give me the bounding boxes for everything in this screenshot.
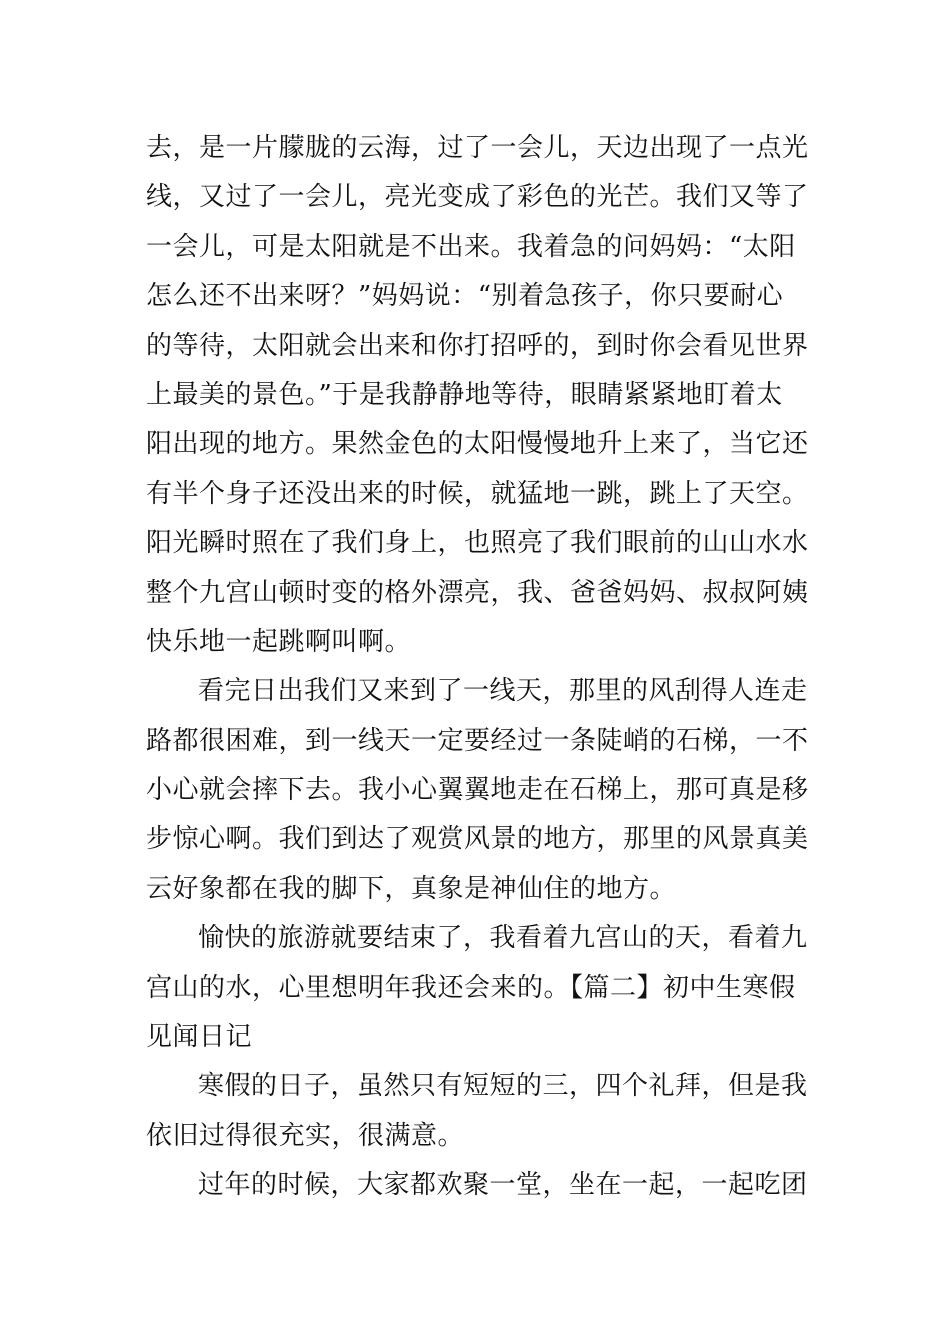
text-line: 快乐地一起跳啊叫啊。	[146, 626, 412, 657]
text-line: 见闻日记	[146, 1022, 253, 1053]
text-line: 整个九宫山顿时变的格外漂亮，我、爸爸妈妈、叔叔阿姨	[146, 577, 809, 608]
text-line: 云好象都在我的脚下，真象是神仙住的地方。	[146, 873, 677, 904]
text-line: 有半个身子还没出来的时候，就猛地一跳，跳上了天空。	[146, 478, 809, 509]
text-line: 上最美的景色。”于是我静静地等待，眼睛紧紧地盯着太	[146, 379, 783, 410]
text-line: 宫山的水，心里想明年我还会来的。【篇二】初中生寒假	[146, 972, 796, 1003]
text-line: 步惊心啊。我们到达了观赏风景的地方，那里的风景真美	[146, 824, 809, 855]
text-line: 的等待，太阳就会出来和你打招呼的，到时你会看见世界	[146, 330, 809, 361]
text-line: 怎么还不出来呀？”妈妈说：“别着急孩子，你只要耐心	[146, 281, 784, 312]
text-line: 去，是一片朦胧的云海，过了一会儿，天边出现了一点光	[146, 133, 809, 163]
text-line: 路都很困难，到一线天一定要经过一条陡峭的石梯，一不	[146, 725, 809, 756]
text-line: 依旧过得很充实，很满意。	[146, 1120, 465, 1151]
text-line: 阳光瞬时照在了我们身上，也照亮了我们眼前的山山水水	[146, 528, 809, 559]
text-line: 线，又过了一会儿，亮光变成了彩色的光芒。我们又等了	[146, 182, 809, 213]
text-line: 寒假的日子，虽然只有短短的三，四个礼拜，但是我	[198, 1071, 808, 1102]
text-line: 阳出现的地方。果然金色的太阳慢慢地升上来了，当它还	[146, 429, 809, 460]
text-line: 小心就会摔下去。我小心翼翼地走在石梯上，那可真是移	[146, 775, 809, 806]
text-line: 看完日出我们又来到了一线天，那里的风刮得人连走	[198, 676, 808, 707]
text-line: 过年的时候，大家都欢聚一堂，坐在一起，一起吃团	[198, 1170, 808, 1201]
body-text	[146, 124, 816, 1211]
text-line: 愉快的旅游就要结束了，我看着九宫山的天，看着九	[198, 923, 808, 954]
text-line: 一会儿，可是太阳就是不出来。我着急的问妈妈：“太阳	[146, 231, 796, 262]
